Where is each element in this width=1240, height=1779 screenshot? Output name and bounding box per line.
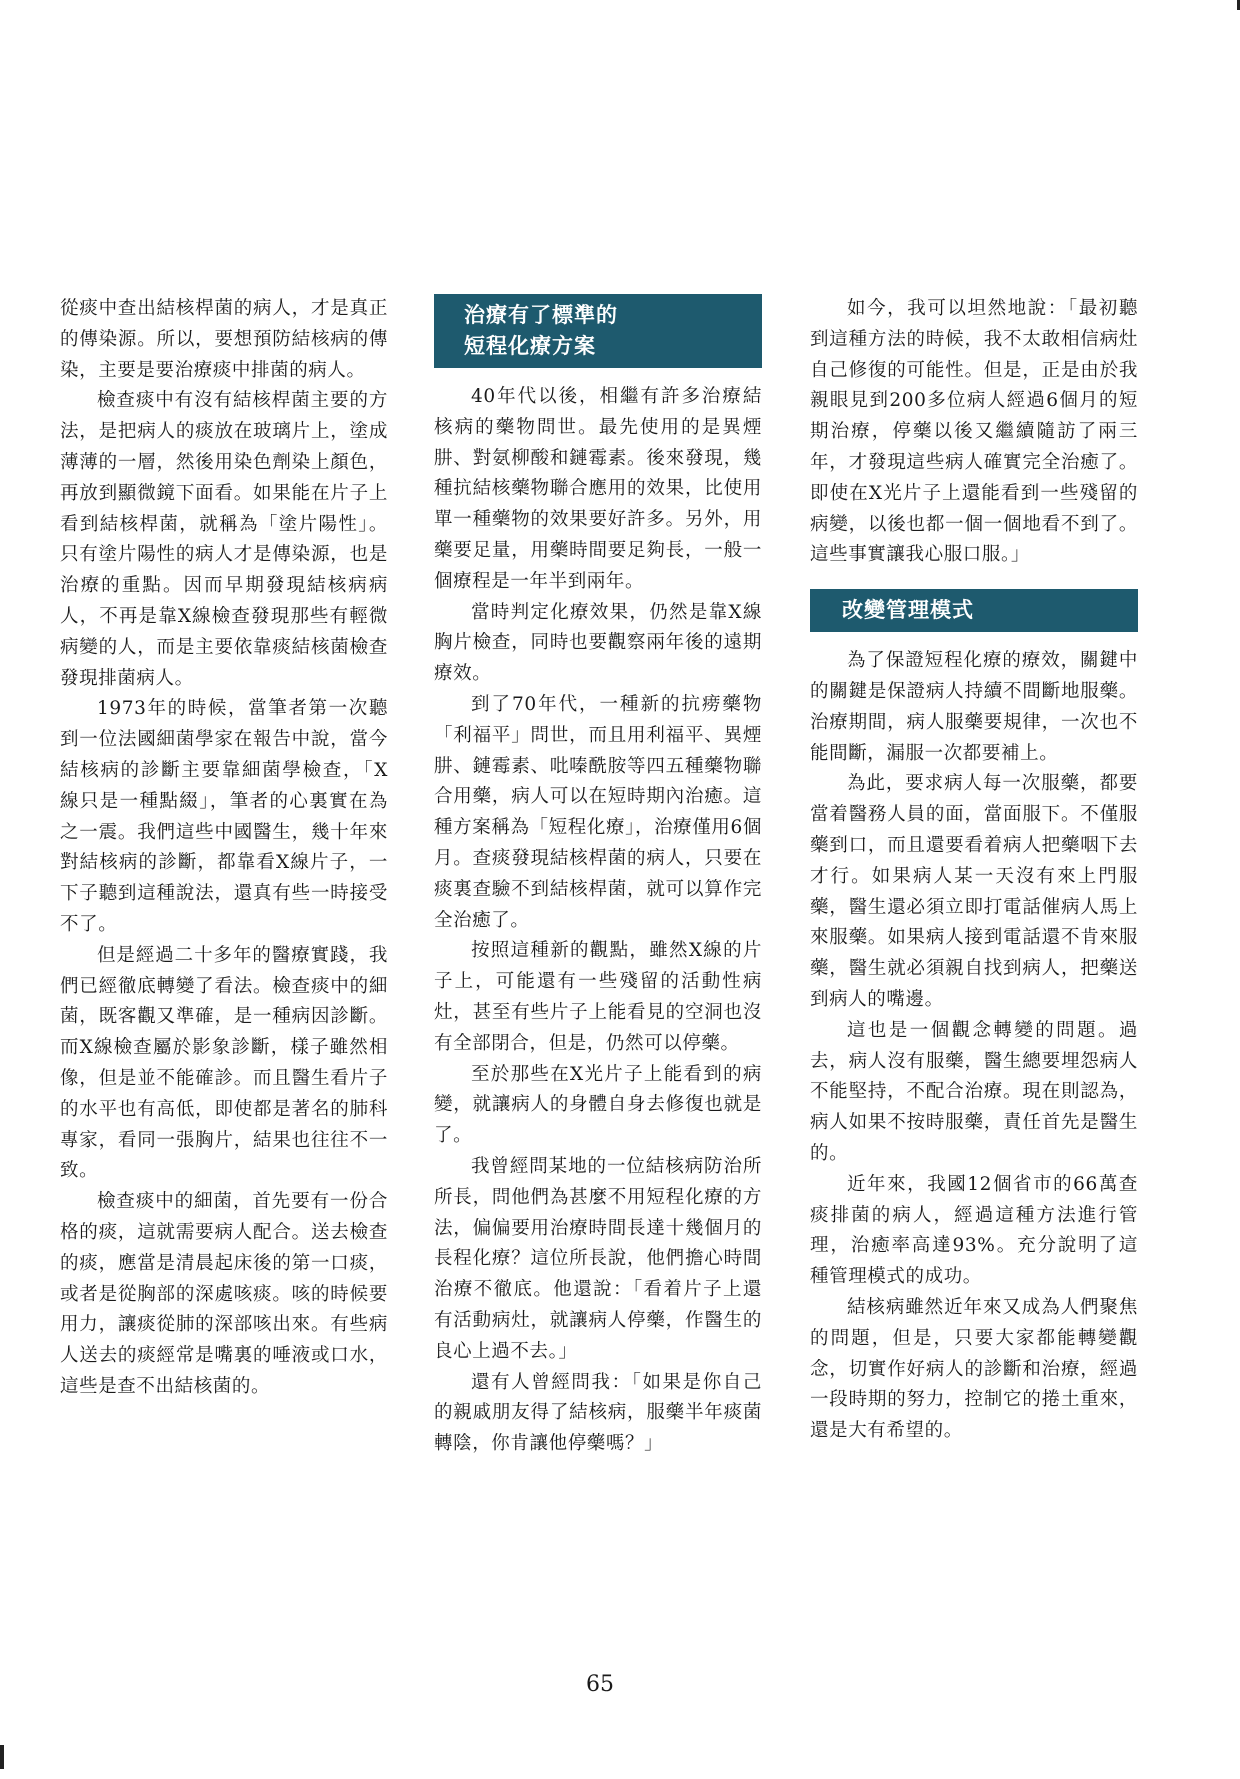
paragraph: 至於那些在X光片子上能看到的病變，就讓病人的身體自身去修復也就是了。 [434,1063,762,1147]
section-heading [434,294,762,368]
paragraph: 如今，我可以坦然地說：「最初聽到這種方法的時候，我不太敢相信病灶自己修復的可能性。但是，正是由於我親眼見到200多位病人經過6個月的短期治療，停藥以後又繼續隨訪了兩三年，才發現這些病人確實完全治癒了。即使在X光片子上還能看到一些殘留的病變，以後也都一個一個地看不到了。這些事實讓我心服口服。」 [810,298,1138,566]
section-heading: 改變管理模式 [810,589,1138,632]
paragraph: 近年來，我國12個省市的66萬查痰排菌的病人，經過這種方法進行管理，治癒率高達93%。充分說明了這種管理模式的成功。 [810,1173,1138,1288]
paragraph: 到了70年代，一種新的抗痨藥物「利福平」問世，而且用利福平、異煙肼、鏈霉素、吡嗪酰胺等四五種藥物聯合用藥，病人可以在短時期內治癒。這種方案稱為「短程化療」，治療僅用6個月。查痰發現結核桿菌的病人，只要在痰裏查驗不到結核桿菌，就可以算作完全治癒了。 [434,693,762,931]
paragraph: 為此，要求病人每一次服藥，都要當着醫務人員的面，當面服下。不僅服藥到口，而且還要看着病人把藥咽下去才行。如果病人某一天沒有來上門服藥，醫生還必須立即打電話催病人馬上來服藥。如果病人接到電話還不肯來服藥，醫生就必須親自找到病人，把藥送到病人的嘴邊。 [810,773,1138,1010]
paragraph: 還有人曾經問我：「如果是你自己的親戚朋友得了結核病，服藥半年痰菌轉陰，你肯讓他停藥嗎？」 [434,1371,762,1455]
paragraph: 當時判定化療效果，仍然是靠X線胸片檢查，同時也要觀察兩年後的遠期療效。 [434,601,762,685]
paragraph: 1973年的時候，當筆者第一次聽到一位法國細菌學家在報告中說，當今結核病的診斷主要靠細菌學檢查，「X線只是一種點綴」，筆者的心裏實在為之一震。我們這些中國醫生，幾十年來對結核病的診斷，都靠看X線片子，一下子聽到這種說法，還真有些一時接受不了。 [60,698,388,935]
column-2 [434,294,762,1460]
section-heading-line: 治療有了標準的 [464,303,618,327]
page-number: 65 [586,1672,614,1697]
paragraph: 但是經過二十多年的醫療實踐，我們已經徹底轉變了看法。檢查痰中的細菌，既客觀又準確，是一種病因診斷。而X線檢查屬於影象診斷，樣子雖然相像，但是並不能確診。而且醫生看片子的水平也有高低，即使都是著名的肺科專家，看同一張胸片，結果也往往不一致。 [60,944,388,1182]
paragraph: 檢查痰中有沒有結核桿菌主要的方法，是把病人的痰放在玻璃片上，塗成薄薄的一層，然後用染色劑染上顏色，再放到顯微鏡下面看。如果能在片子上看到結核桿菌，就稱為「塗片陽性」。只有塗片陽性的病人才是傳染源，也是治療的重點。因而早期發現結核病病人，不再是靠X線檢查發現那些有輕微病變的人，而是主要依靠痰結核菌檢查發現排菌病人。 [60,390,388,689]
paragraph: 結核病雖然近年來又成為人們聚焦的問題，但是，只要大家都能轉變觀念，切實作好病人的診斷和治療，經過一段時期的努力，控制它的捲土重來，還是大有希望的。 [810,1296,1138,1442]
column-3 [810,294,1138,1447]
section-heading-line: 短程化療方案 [464,334,596,358]
paragraph: 這也是一個觀念轉變的問題。過去，病人沒有服藥，醫生總要埋怨病人不能堅持，不配合治療。現在則認為，病人如果不按時服藥，責任首先是醫生的。 [810,1019,1138,1164]
paragraph: 我曾經問某地的一位結核病防治所所長，問他們為甚麼不用短程化療的方法，偏偏要用治療時間長達十幾個月的長程化療？這位所長說，他們擔心時間治療不徹底。他還說：「看着片子上還有活動病灶，就讓病人停藥，作醫生的良心上過不去。」 [434,1155,762,1362]
column-1 [60,294,388,1403]
paragraph: 檢查痰中的細菌，首先要有一份合格的痰，這就需要病人配合。送去檢查的痰，應當是清晨起床後的第一口痰，或者是從胸部的深處咳痰。咳的時候要用力，讓痰從肺的深部咳出來。有些病人送去的痰經常是嘴裏的唾液或口水，這些是查不出結核菌的。 [60,1191,388,1397]
paragraph: 40年代以後，相繼有許多治療結核病的藥物問世。最先使用的是異煙肼、對氨柳酸和鏈霉素。後來發現，幾種抗結核藥物聯合應用的效果，比使用單一種藥物的效果要好許多。另外，用藥要足量，用藥時間要足夠長，一般一個療程是一年半到兩年。 [434,386,762,592]
paragraph: 從痰中查出結核桿菌的病人，才是真正的傳染源。所以，要想預防結核病的傳染，主要是要治療痰中排菌的病人。 [60,298,388,381]
paragraph: 為了保證短程化療的療效，關鍵中的關鍵是保證病人持續不間斷地服藥。治療期間，病人服藥要規律，一次也不能間斷，漏服一次都要補上。 [810,650,1138,764]
scan-edge-mark [0,1745,4,1769]
paragraph: 按照這種新的觀點，雖然X線的片子上，可能還有一些殘留的活動性病灶，甚至有些片子上能看見的空洞也沒有全部閉合，但是，仍然可以停藥。 [434,940,762,1054]
